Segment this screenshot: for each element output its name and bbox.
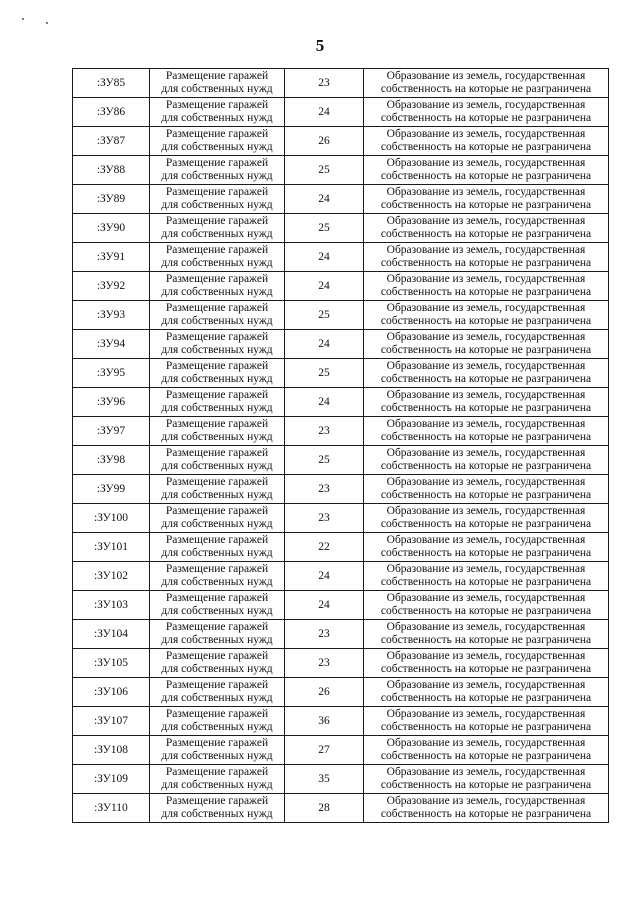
- formation-method-line: собственность на которые не разграничена: [380, 112, 592, 124]
- table-row: [73, 388, 609, 417]
- permitted-use-cell: [150, 678, 285, 707]
- formation-method-line: Образование из земель, государственная: [386, 215, 586, 227]
- permitted-use-cell: [150, 707, 285, 736]
- permitted-use-line: Размещение гаражей: [165, 795, 269, 807]
- table-row: [73, 678, 609, 707]
- area-cell: 23: [285, 69, 364, 98]
- parcel-id-cell: :ЗУ100: [73, 504, 150, 533]
- parcel-id-cell: :ЗУ92: [73, 272, 150, 301]
- permitted-use-cell: [150, 69, 285, 98]
- parcel-id-cell: :ЗУ89: [73, 185, 150, 214]
- parcel-id-cell: :ЗУ93: [73, 301, 150, 330]
- page-number: 5: [315, 36, 325, 55]
- formation-method-line: собственность на которые не разграничена: [380, 257, 592, 269]
- formation-method-line: собственность на которые не разграничена: [380, 576, 592, 588]
- formation-method-cell: [364, 562, 609, 591]
- formation-method-line: собственность на которые не разграничена: [380, 518, 592, 530]
- formation-method-line: Образование из земель, государственная: [386, 592, 586, 604]
- formation-method-cell: [364, 388, 609, 417]
- formation-method-line: Образование из земель, государственная: [386, 244, 586, 256]
- permitted-use-line: для собственных нужд: [161, 576, 273, 588]
- permitted-use-cell: [150, 243, 285, 272]
- permitted-use-line: Размещение гаражей: [165, 128, 269, 140]
- formation-method-line: собственность на которые не разграничена: [380, 83, 592, 95]
- permitted-use-cell: [150, 185, 285, 214]
- formation-method-cell: [364, 127, 609, 156]
- permitted-use-line: для собственных нужд: [161, 199, 273, 211]
- permitted-use-line: для собственных нужд: [161, 634, 273, 646]
- table-row: [73, 446, 609, 475]
- permitted-use-cell: [150, 649, 285, 678]
- permitted-use-cell: [150, 736, 285, 765]
- formation-method-line: Образование из земель, государственная: [386, 128, 586, 140]
- formation-method-line: Образование из земель, государственная: [386, 766, 586, 778]
- formation-method-line: собственность на которые не разграничена: [380, 170, 592, 182]
- permitted-use-line: для собственных нужд: [161, 141, 273, 153]
- formation-method-cell: [364, 98, 609, 127]
- permitted-use-line: Размещение гаражей: [165, 186, 269, 198]
- formation-method-line: собственность на которые не разграничена: [380, 431, 592, 443]
- formation-method-line: Образование из земель, государственная: [386, 795, 586, 807]
- permitted-use-line: для собственных нужд: [161, 605, 273, 617]
- permitted-use-line: Размещение гаражей: [165, 215, 269, 227]
- scan-speck: [22, 18, 24, 20]
- formation-method-cell: [364, 301, 609, 330]
- formation-method-cell: [364, 533, 609, 562]
- formation-method-cell: [364, 707, 609, 736]
- area-cell: 24: [285, 243, 364, 272]
- table-row: [73, 243, 609, 272]
- parcel-id-cell: :ЗУ88: [73, 156, 150, 185]
- permitted-use-line: для собственных нужд: [161, 170, 273, 182]
- area-cell: 36: [285, 707, 364, 736]
- permitted-use-line: для собственных нужд: [161, 663, 273, 675]
- area-cell: 24: [285, 591, 364, 620]
- formation-method-line: собственность на которые не разграничена: [380, 721, 592, 733]
- table-row: [73, 562, 609, 591]
- parcel-id-cell: :ЗУ107: [73, 707, 150, 736]
- permitted-use-line: для собственных нужд: [161, 808, 273, 820]
- table-row: [73, 301, 609, 330]
- table-row: [73, 765, 609, 794]
- permitted-use-cell: [150, 562, 285, 591]
- area-cell: 24: [285, 272, 364, 301]
- table-row: [73, 330, 609, 359]
- parcel-id-cell: :ЗУ101: [73, 533, 150, 562]
- parcel-id-cell: :ЗУ103: [73, 591, 150, 620]
- permitted-use-line: для собственных нужд: [161, 228, 273, 240]
- formation-method-cell: [364, 330, 609, 359]
- permitted-use-line: Размещение гаражей: [165, 389, 269, 401]
- formation-method-line: Образование из земель, государственная: [386, 157, 586, 169]
- permitted-use-line: для собственных нужд: [161, 431, 273, 443]
- permitted-use-line: Размещение гаражей: [165, 331, 269, 343]
- permitted-use-line: Размещение гаражей: [165, 737, 269, 749]
- formation-method-line: собственность на которые не разграничена: [380, 692, 592, 704]
- formation-method-cell: [364, 649, 609, 678]
- parcel-id-cell: :ЗУ102: [73, 562, 150, 591]
- formation-method-line: Образование из земель, государственная: [386, 534, 586, 546]
- permitted-use-cell: [150, 475, 285, 504]
- permitted-use-line: для собственных нужд: [161, 518, 273, 530]
- parcel-id-cell: :ЗУ98: [73, 446, 150, 475]
- formation-method-line: Образование из земель, государственная: [386, 447, 586, 459]
- permitted-use-line: Размещение гаражей: [165, 621, 269, 633]
- table-row: [73, 794, 609, 823]
- area-cell: 24: [285, 98, 364, 127]
- formation-method-line: Образование из земель, государственная: [386, 273, 586, 285]
- permitted-use-line: Размещение гаражей: [165, 70, 269, 82]
- table-row: [73, 533, 609, 562]
- parcel-id-cell: :ЗУ104: [73, 620, 150, 649]
- formation-method-line: собственность на которые не разграничена: [380, 663, 592, 675]
- area-cell: 24: [285, 388, 364, 417]
- permitted-use-line: для собственных нужд: [161, 402, 273, 414]
- table-row: [73, 707, 609, 736]
- table-row: [73, 69, 609, 98]
- formation-method-line: собственность на которые не разграничена: [380, 286, 592, 298]
- formation-method-cell: [364, 185, 609, 214]
- permitted-use-line: Размещение гаражей: [165, 563, 269, 575]
- permitted-use-line: Размещение гаражей: [165, 302, 269, 314]
- permitted-use-line: Размещение гаражей: [165, 534, 269, 546]
- area-cell: 25: [285, 301, 364, 330]
- permitted-use-line: для собственных нужд: [161, 257, 273, 269]
- permitted-use-line: Размещение гаражей: [165, 708, 269, 720]
- permitted-use-line: Размещение гаражей: [165, 360, 269, 372]
- area-cell: 24: [285, 330, 364, 359]
- formation-method-line: собственность на которые не разграничена: [380, 199, 592, 211]
- area-cell: 25: [285, 359, 364, 388]
- formation-method-cell: [364, 156, 609, 185]
- formation-method-line: Образование из земель, государственная: [386, 708, 586, 720]
- parcel-id-cell: :ЗУ105: [73, 649, 150, 678]
- parcel-id-cell: :ЗУ87: [73, 127, 150, 156]
- formation-method-cell: [364, 446, 609, 475]
- permitted-use-cell: [150, 765, 285, 794]
- permitted-use-cell: [150, 359, 285, 388]
- formation-method-line: собственность на которые не разграничена: [380, 605, 592, 617]
- permitted-use-cell: [150, 591, 285, 620]
- table-row: [73, 475, 609, 504]
- area-cell: 23: [285, 475, 364, 504]
- parcel-id-cell: :ЗУ97: [73, 417, 150, 446]
- area-cell: 26: [285, 127, 364, 156]
- permitted-use-line: Размещение гаражей: [165, 273, 269, 285]
- parcel-id-cell: :ЗУ99: [73, 475, 150, 504]
- table-body: [73, 69, 609, 823]
- permitted-use-line: для собственных нужд: [161, 779, 273, 791]
- permitted-use-line: для собственных нужд: [161, 460, 273, 472]
- permitted-use-cell: [150, 98, 285, 127]
- formation-method-cell: [364, 359, 609, 388]
- permitted-use-cell: [150, 214, 285, 243]
- permitted-use-cell: [150, 794, 285, 823]
- table-row: [73, 214, 609, 243]
- formation-method-line: Образование из земель, государственная: [386, 99, 586, 111]
- parcel-id-cell: :ЗУ90: [73, 214, 150, 243]
- formation-method-line: собственность на которые не разграничена: [380, 460, 592, 472]
- area-cell: 23: [285, 417, 364, 446]
- permitted-use-cell: [150, 330, 285, 359]
- parcel-id-cell: :ЗУ96: [73, 388, 150, 417]
- permitted-use-line: Размещение гаражей: [165, 447, 269, 459]
- formation-method-line: Образование из земель, государственная: [386, 360, 586, 372]
- formation-method-line: Образование из земель, государственная: [386, 621, 586, 633]
- permitted-use-cell: [150, 417, 285, 446]
- formation-method-line: собственность на которые не разграничена: [380, 808, 592, 820]
- permitted-use-line: для собственных нужд: [161, 489, 273, 501]
- formation-method-cell: [364, 794, 609, 823]
- area-cell: 23: [285, 649, 364, 678]
- table-row: [73, 417, 609, 446]
- formation-method-line: собственность на которые не разграничена: [380, 634, 592, 646]
- permitted-use-cell: [150, 388, 285, 417]
- table-row: [73, 504, 609, 533]
- formation-method-cell: [364, 214, 609, 243]
- formation-method-cell: [364, 736, 609, 765]
- permitted-use-line: для собственных нужд: [161, 692, 273, 704]
- formation-method-line: Образование из земель, государственная: [386, 331, 586, 343]
- formation-method-line: собственность на которые не разграничена: [380, 750, 592, 762]
- table-row: [73, 649, 609, 678]
- area-cell: 22: [285, 533, 364, 562]
- area-cell: 25: [285, 214, 364, 243]
- formation-method-cell: [364, 765, 609, 794]
- permitted-use-cell: [150, 272, 285, 301]
- formation-method-cell: [364, 620, 609, 649]
- permitted-use-cell: [150, 620, 285, 649]
- permitted-use-line: Размещение гаражей: [165, 679, 269, 691]
- parcel-id-cell: :ЗУ106: [73, 678, 150, 707]
- area-cell: 24: [285, 562, 364, 591]
- formation-method-line: Образование из земель, государственная: [386, 650, 586, 662]
- area-cell: 26: [285, 678, 364, 707]
- formation-method-line: Образование из земель, государственная: [386, 302, 586, 314]
- permitted-use-line: для собственных нужд: [161, 286, 273, 298]
- formation-method-line: Образование из земель, государственная: [386, 563, 586, 575]
- formation-method-line: Образование из земель, государственная: [386, 737, 586, 749]
- formation-method-cell: [364, 678, 609, 707]
- table-row: [73, 127, 609, 156]
- table-row: [73, 185, 609, 214]
- table-row: [73, 591, 609, 620]
- area-cell: 27: [285, 736, 364, 765]
- formation-method-line: Образование из земель, государственная: [386, 70, 586, 82]
- formation-method-line: собственность на которые не разграничена: [380, 315, 592, 327]
- formation-method-line: собственность на которые не разграничена: [380, 141, 592, 153]
- parcel-id-cell: :ЗУ85: [73, 69, 150, 98]
- formation-method-line: собственность на которые не разграничена: [380, 489, 592, 501]
- permitted-use-line: Размещение гаражей: [165, 592, 269, 604]
- permitted-use-line: для собственных нужд: [161, 112, 273, 124]
- permitted-use-line: для собственных нужд: [161, 373, 273, 385]
- formation-method-cell: [364, 475, 609, 504]
- area-cell: 28: [285, 794, 364, 823]
- parcel-id-cell: :ЗУ86: [73, 98, 150, 127]
- area-cell: 23: [285, 620, 364, 649]
- table-row: [73, 736, 609, 765]
- formation-method-cell: [364, 504, 609, 533]
- permitted-use-line: для собственных нужд: [161, 547, 273, 559]
- formation-method-line: собственность на которые не разграничена: [380, 402, 592, 414]
- table-row: [73, 98, 609, 127]
- formation-method-line: собственность на которые не разграничена: [380, 373, 592, 385]
- area-cell: 35: [285, 765, 364, 794]
- formation-method-line: собственность на которые не разграничена: [380, 344, 592, 356]
- permitted-use-cell: [150, 504, 285, 533]
- permitted-use-cell: [150, 127, 285, 156]
- area-cell: 24: [285, 185, 364, 214]
- area-cell: 25: [285, 446, 364, 475]
- permitted-use-line: Размещение гаражей: [165, 650, 269, 662]
- parcel-id-cell: :ЗУ94: [73, 330, 150, 359]
- permitted-use-line: Размещение гаражей: [165, 505, 269, 517]
- formation-method-cell: [364, 591, 609, 620]
- formation-method-cell: [364, 243, 609, 272]
- permitted-use-line: Размещение гаражей: [165, 766, 269, 778]
- permitted-use-line: для собственных нужд: [161, 750, 273, 762]
- permitted-use-line: Размещение гаражей: [165, 476, 269, 488]
- formation-method-line: собственность на которые не разграничена: [380, 228, 592, 240]
- formation-method-cell: [364, 69, 609, 98]
- table-row: [73, 359, 609, 388]
- permitted-use-line: Размещение гаражей: [165, 157, 269, 169]
- permitted-use-line: Размещение гаражей: [165, 99, 269, 111]
- table-row: [73, 620, 609, 649]
- permitted-use-cell: [150, 156, 285, 185]
- area-cell: 23: [285, 504, 364, 533]
- permitted-use-cell: [150, 301, 285, 330]
- formation-method-line: Образование из земель, государственная: [386, 389, 586, 401]
- table-row: [73, 272, 609, 301]
- formation-method-cell: [364, 417, 609, 446]
- parcel-id-cell: :ЗУ110: [73, 794, 150, 823]
- table-row: [73, 156, 609, 185]
- formation-method-line: Образование из земель, государственная: [386, 679, 586, 691]
- land-parcels-table: [72, 68, 609, 823]
- permitted-use-line: для собственных нужд: [161, 344, 273, 356]
- scan-speck: [46, 22, 48, 24]
- parcel-id-cell: :ЗУ91: [73, 243, 150, 272]
- permitted-use-line: Размещение гаражей: [165, 418, 269, 430]
- formation-method-line: собственность на которые не разграничена: [380, 779, 592, 791]
- parcel-id-cell: :ЗУ108: [73, 736, 150, 765]
- formation-method-line: Образование из земель, государственная: [386, 186, 586, 198]
- parcel-id-cell: :ЗУ95: [73, 359, 150, 388]
- permitted-use-line: для собственных нужд: [161, 721, 273, 733]
- formation-method-line: Образование из земель, государственная: [386, 505, 586, 517]
- permitted-use-cell: [150, 533, 285, 562]
- formation-method-line: собственность на которые не разграничена: [380, 547, 592, 559]
- permitted-use-line: для собственных нужд: [161, 83, 273, 95]
- permitted-use-cell: [150, 446, 285, 475]
- permitted-use-line: для собственных нужд: [161, 315, 273, 327]
- parcel-id-cell: :ЗУ109: [73, 765, 150, 794]
- area-cell: 25: [285, 156, 364, 185]
- formation-method-line: Образование из земель, государственная: [386, 476, 586, 488]
- formation-method-line: Образование из земель, государственная: [386, 418, 586, 430]
- formation-method-cell: [364, 272, 609, 301]
- permitted-use-line: Размещение гаражей: [165, 244, 269, 256]
